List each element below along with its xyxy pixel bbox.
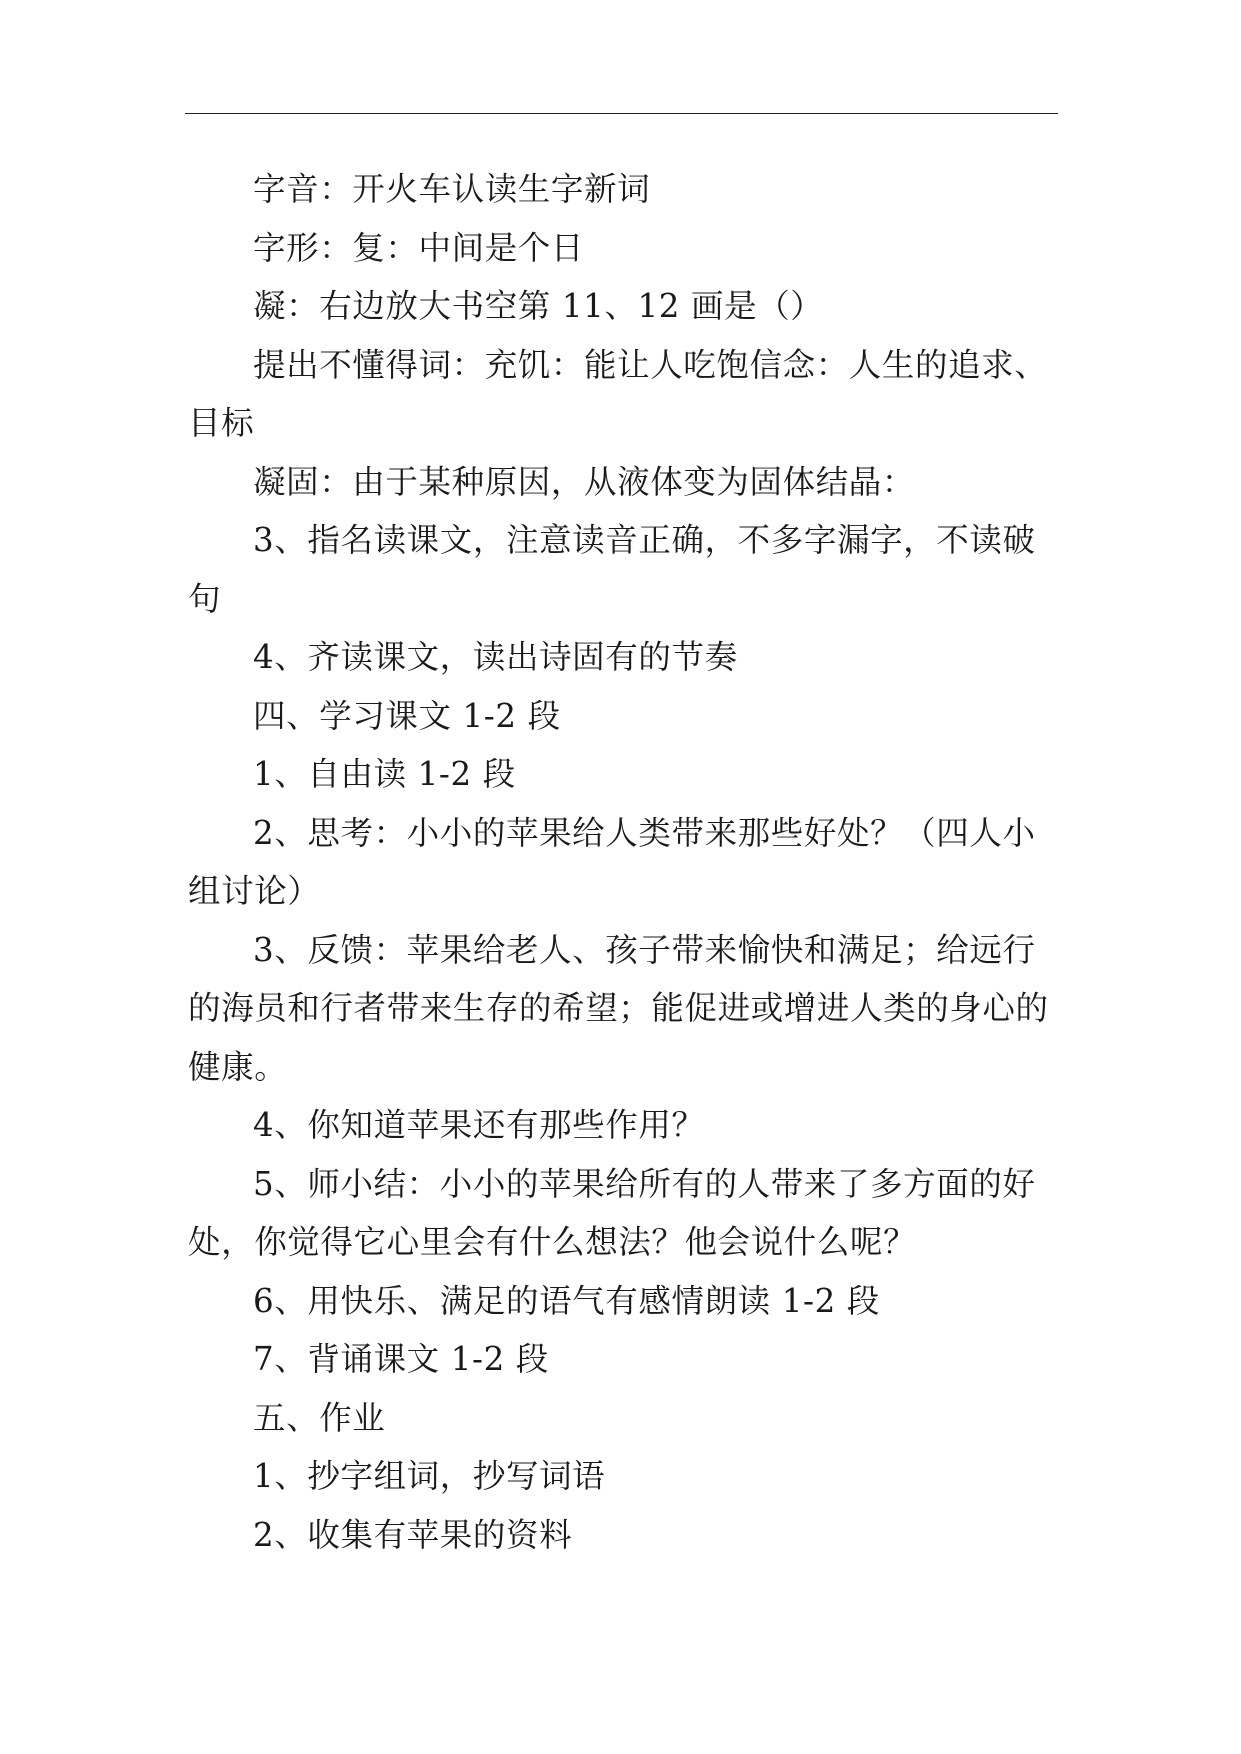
paragraph: 2、收集有苹果的资料	[253, 1515, 573, 1554]
section-heading: 四、学习课文 1-2 段	[253, 696, 561, 735]
document-body	[188, 160, 1058, 1564]
paragraph: 3、指名读课文，注意读音正确，不多字漏字，不读破句	[188, 521, 1036, 618]
paragraph: 7、背诵课文 1-2 段	[253, 1340, 549, 1378]
paragraph: 提出不懂得词：充饥：能让人吃饱信念：人生的追求、目标	[188, 345, 1048, 442]
paragraph: 6、用快乐、满足的语气有感情朗读 1-2 段	[253, 1281, 880, 1320]
paragraph: 字音：开火车认读生字新词	[253, 170, 651, 208]
paragraph: 3、反馈：苹果给老人、孩子带来愉快和满足；给远行的海员和行者带来生存的希望；能促进或增进人类的身心的健康。	[188, 930, 1049, 1086]
paragraph: 1、抄字组词，抄写词语	[253, 1457, 606, 1495]
paragraph: 4、你知道苹果还有那些作用？	[253, 1106, 705, 1144]
header-rule	[185, 113, 1058, 114]
paragraph: 凝固：由于某种原因，从液体变为固体结晶：	[253, 462, 916, 501]
paragraph: 字形：复：中间是个日	[253, 228, 585, 267]
paragraph: 5、师小结：小小的苹果给所有的人带来了多方面的好处，你觉得它心里会有什么想法？他会说什么呢？	[188, 1164, 1036, 1261]
paragraph: 1、自由读 1-2 段	[253, 755, 516, 793]
paragraph: 2、思考：小小的苹果给人类带来那些好处？（四人小组讨论）	[188, 813, 1036, 910]
paragraph: 4、齐读课文，读出诗固有的节奏	[253, 638, 738, 676]
section-heading: 五、作业	[253, 1398, 386, 1437]
paragraph: 凝：右边放大书空第 11、12 画是（）	[253, 287, 824, 325]
